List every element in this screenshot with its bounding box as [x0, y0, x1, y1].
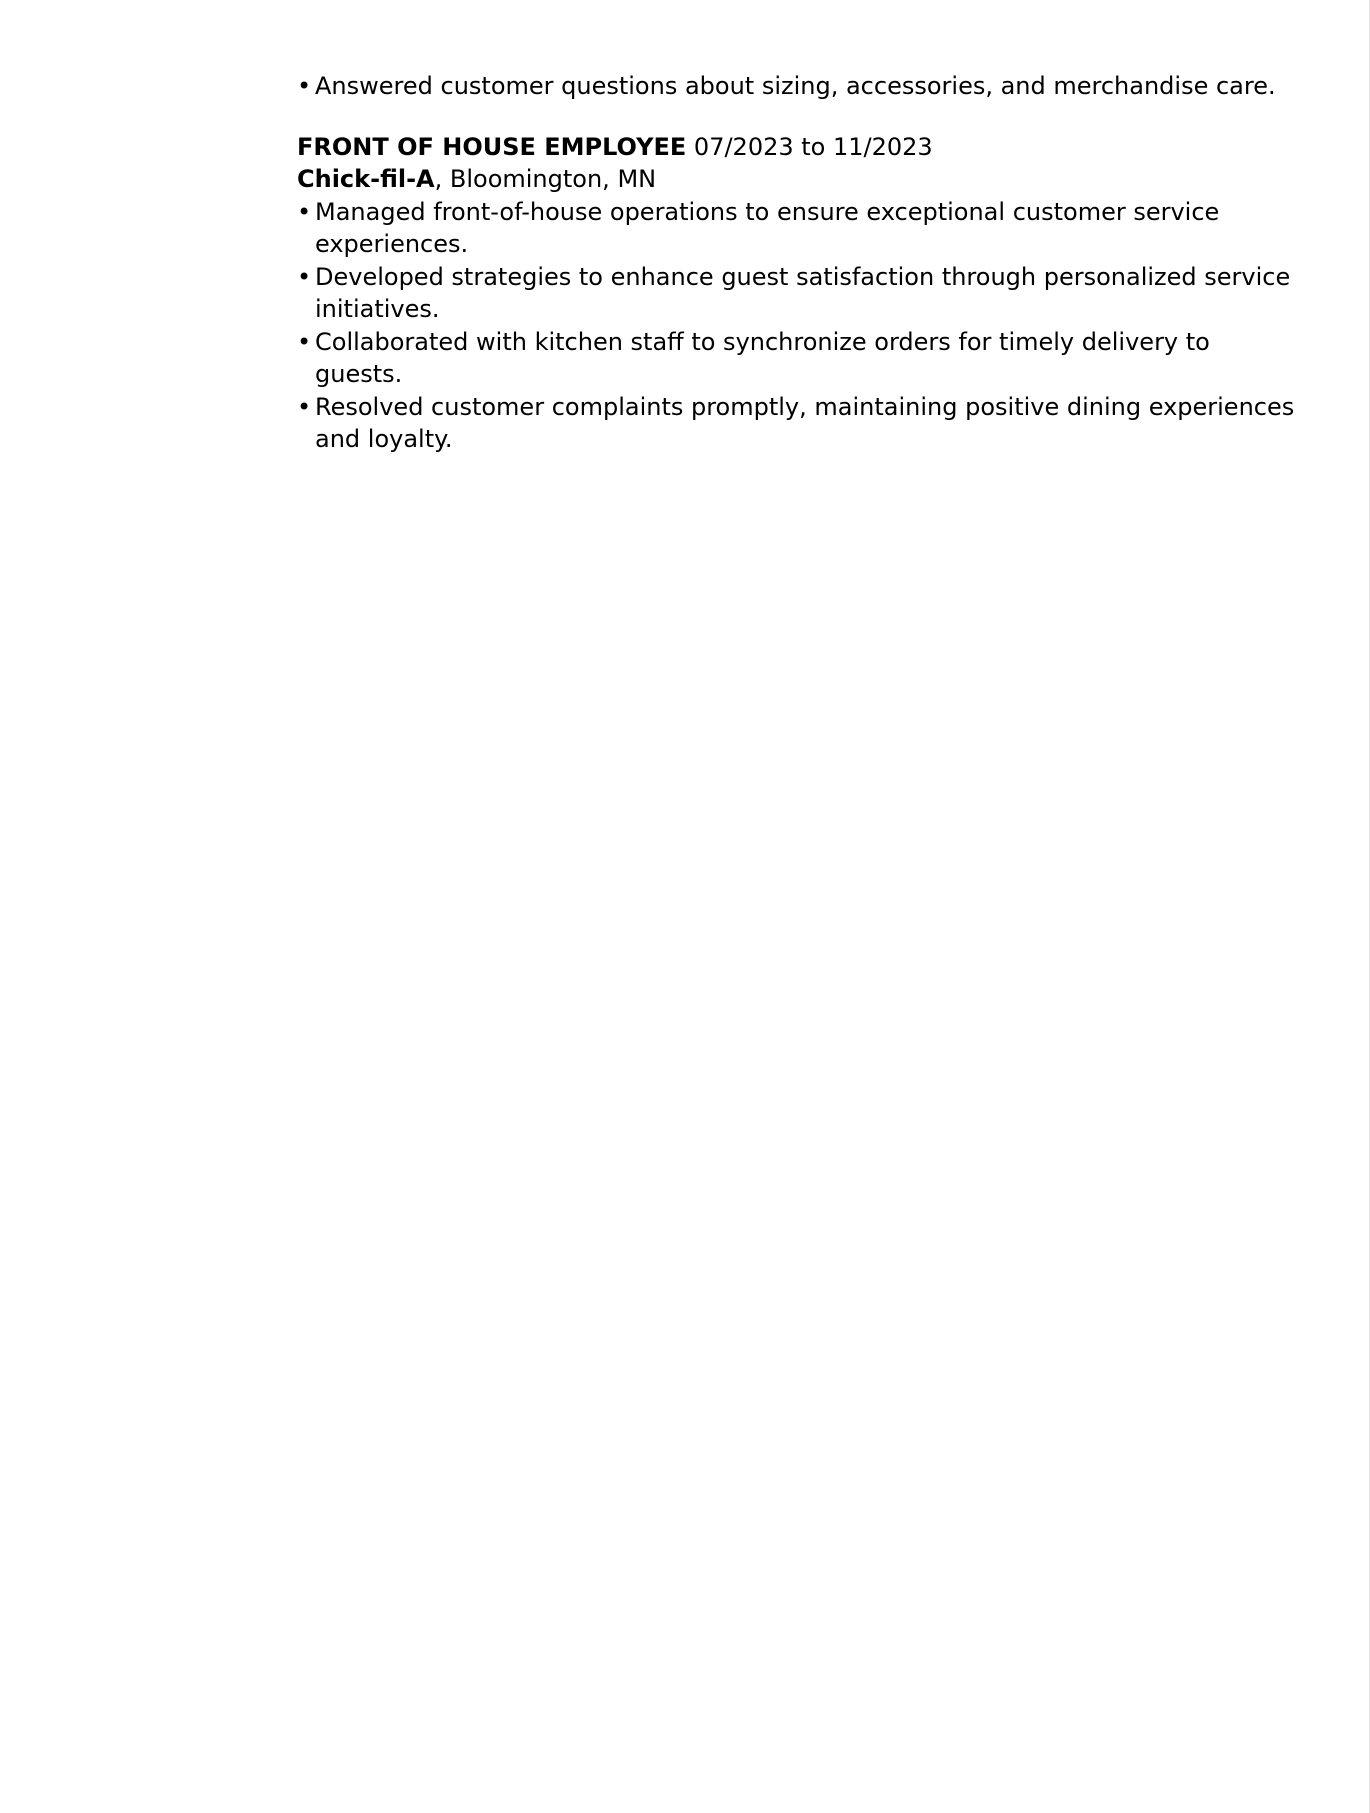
job-dates: 07/2023 to 11/2023 — [693, 132, 933, 161]
bullet-icon: • — [297, 327, 312, 356]
employer-line — [297, 163, 1297, 196]
bullet-text: Answered customer questions about sizing, accessories, and merchandise care. — [315, 72, 1276, 100]
job-entry — [297, 131, 1297, 456]
bullet-text: Resolved customer complaints promptly, maintaining positive dining experiences and loyalty. — [315, 392, 1295, 453]
bullet-text: Managed front-of-house operations to ensure exceptional customer service experiences. — [315, 197, 1220, 258]
job-title: FRONT OF HOUSE EMPLOYEE — [297, 132, 687, 161]
bullet-text: Developed strategies to enhance guest satisfaction through personalized service initiatives. — [315, 262, 1291, 323]
bullet-item — [297, 70, 1297, 103]
bullet-icon: • — [297, 72, 312, 100]
previous-job-bullet-list — [297, 70, 1297, 103]
bullet-item — [297, 261, 1297, 326]
bullet-item — [297, 196, 1297, 261]
bullet-icon: • — [297, 197, 312, 226]
bullet-text: Collaborated with kitchen staff to synchronize orders for timely delivery to guests. — [315, 327, 1210, 388]
bullet-icon: • — [297, 262, 312, 291]
bullet-item — [297, 391, 1297, 456]
bullet-icon: • — [297, 392, 312, 421]
company-name: Chick-fil-A — [297, 165, 435, 193]
bullet-item — [297, 326, 1297, 391]
experience-section — [297, 70, 1297, 456]
job-bullet-list — [297, 196, 1297, 456]
company-location: , Bloomington, MN — [434, 165, 657, 193]
job-title-line — [297, 131, 1297, 164]
